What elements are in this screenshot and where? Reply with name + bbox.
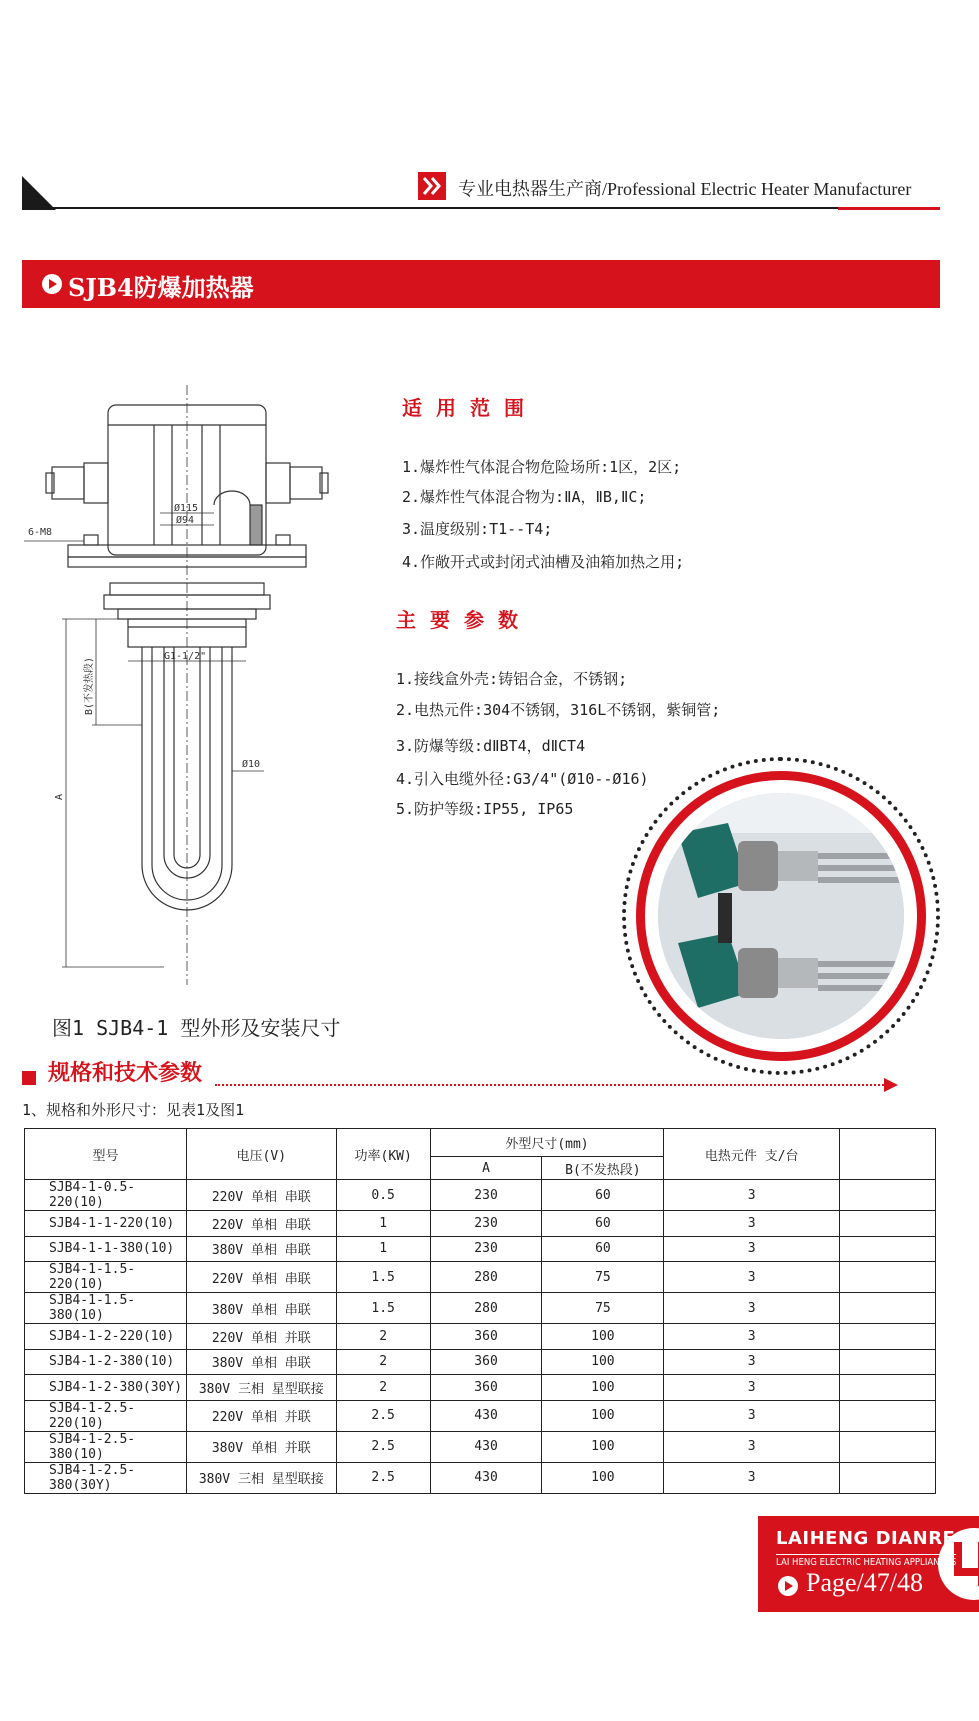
cell-a: 280 bbox=[430, 1262, 542, 1293]
cell-model: SJB4-1-2-220(10) bbox=[25, 1324, 187, 1350]
label-d94: Ø94 bbox=[176, 515, 195, 526]
cell-power: 0.5 bbox=[336, 1180, 430, 1211]
table-row bbox=[25, 1236, 936, 1262]
cell-a: 430 bbox=[430, 1400, 542, 1431]
cell-model: SJB4-1-1.5-380(10) bbox=[25, 1293, 187, 1324]
table-row bbox=[25, 1349, 936, 1375]
cell-power: 2 bbox=[336, 1375, 430, 1401]
header-b: B(不发热段) bbox=[542, 1157, 664, 1180]
cell-model: SJB4-1-1-380(10) bbox=[25, 1236, 187, 1262]
scope-heading: 适用范围 bbox=[402, 396, 538, 420]
cell-model: SJB4-1-2-380(30Y) bbox=[25, 1375, 187, 1401]
cell-b: 60 bbox=[542, 1211, 664, 1237]
cell-b: 100 bbox=[542, 1462, 664, 1493]
table-row bbox=[25, 1462, 936, 1493]
table-row bbox=[25, 1375, 936, 1401]
params-item: 5.防护等级:IP55, IP65 bbox=[396, 800, 574, 818]
header-blank bbox=[840, 1129, 936, 1180]
cell-blank bbox=[840, 1324, 936, 1350]
header-power: 功率(KW) bbox=[336, 1129, 430, 1180]
cell-elements: 3 bbox=[664, 1349, 840, 1375]
label-m8: 6-M8 bbox=[28, 527, 53, 538]
label-d115: Ø115 bbox=[174, 503, 199, 514]
cell-voltage: 220V 单相 串联 bbox=[186, 1211, 336, 1237]
header-model: 型号 bbox=[25, 1129, 187, 1180]
spec-bullet-square bbox=[22, 1071, 36, 1085]
cell-blank bbox=[840, 1431, 936, 1462]
cell-elements: 3 bbox=[664, 1211, 840, 1237]
cell-power: 2.5 bbox=[336, 1400, 430, 1431]
params-item: 2.电热元件:304不锈钢，316L不锈钢，紫铜管; bbox=[396, 701, 721, 719]
cell-b: 100 bbox=[542, 1324, 664, 1350]
cell-voltage: 380V 单相 串联 bbox=[186, 1349, 336, 1375]
cell-power: 2.5 bbox=[336, 1431, 430, 1462]
params-heading: 主要参数 bbox=[396, 608, 532, 632]
params-item: 1.接线盒外壳:铸铝合金，不锈钢; bbox=[396, 670, 628, 688]
cell-b: 100 bbox=[542, 1375, 664, 1401]
cell-blank bbox=[840, 1236, 936, 1262]
cell-voltage: 220V 单相 串联 bbox=[186, 1180, 336, 1211]
cell-a: 360 bbox=[430, 1375, 542, 1401]
cell-voltage: 380V 单相 串联 bbox=[186, 1293, 336, 1324]
table-row bbox=[25, 1324, 936, 1350]
cell-elements: 3 bbox=[664, 1180, 840, 1211]
scope-item: 3.温度级别:T1--T4; bbox=[402, 520, 553, 538]
spec-subtitle: 1、规格和外形尺寸：见表1及图1 bbox=[22, 1101, 245, 1119]
cell-power: 1.5 bbox=[336, 1262, 430, 1293]
params-item: 3.防爆等级:dⅡBT4，dⅡCT4 bbox=[396, 737, 586, 755]
cell-elements: 3 bbox=[664, 1462, 840, 1493]
cell-b: 60 bbox=[542, 1236, 664, 1262]
cell-elements: 3 bbox=[664, 1400, 840, 1431]
cell-elements: 3 bbox=[664, 1324, 840, 1350]
table-row bbox=[25, 1262, 936, 1293]
spec-dotted-rule bbox=[215, 1084, 887, 1086]
cell-b: 100 bbox=[542, 1431, 664, 1462]
table-row bbox=[25, 1293, 936, 1324]
header-tagline: 专业电热器生产商/Professional Electric Heater Manufacturer bbox=[458, 179, 912, 199]
cell-model: SJB4-1-0.5-220(10) bbox=[25, 1180, 187, 1211]
cell-a: 230 bbox=[430, 1211, 542, 1237]
heater-technical-drawing bbox=[24, 385, 344, 985]
cell-b: 100 bbox=[542, 1349, 664, 1375]
cell-model: SJB4-1-1.5-220(10) bbox=[25, 1262, 187, 1293]
cell-a: 280 bbox=[430, 1293, 542, 1324]
cell-power: 2.5 bbox=[336, 1462, 430, 1493]
cell-b: 100 bbox=[542, 1400, 664, 1431]
footer-brand-sub: LAI HENG ELECTRIC HEATING APPLIANCES bbox=[776, 1554, 956, 1568]
params-item: 4.引入电缆外径:G3/4"(Ø10--Ø16) bbox=[396, 770, 649, 788]
play-circle-icon bbox=[42, 274, 62, 294]
cell-voltage: 380V 单相 并联 bbox=[186, 1431, 336, 1462]
cell-voltage: 380V 三相 星型联接 bbox=[186, 1375, 336, 1401]
label-a: A bbox=[54, 793, 65, 800]
cell-model: SJB4-1-2.5-380(10) bbox=[25, 1431, 187, 1462]
cell-a: 430 bbox=[430, 1431, 542, 1462]
header-dims: 外型尺寸(mm) bbox=[430, 1129, 664, 1157]
footer-brand: LAIHENG DIANRE bbox=[776, 1528, 956, 1549]
cell-a: 230 bbox=[430, 1236, 542, 1262]
cell-power: 1 bbox=[336, 1236, 430, 1262]
cell-elements: 3 bbox=[664, 1236, 840, 1262]
cell-voltage: 220V 单相 串联 bbox=[186, 1262, 336, 1293]
spec-table bbox=[24, 1128, 936, 1494]
cell-blank bbox=[840, 1293, 936, 1324]
cell-voltage: 220V 单相 并联 bbox=[186, 1400, 336, 1431]
double-chevron-icon bbox=[418, 172, 446, 200]
table-row bbox=[25, 1180, 936, 1211]
arrow-right-icon bbox=[884, 1078, 898, 1092]
figure-caption: 图1 SJB4-1 型外形及安装尺寸 bbox=[52, 1016, 341, 1040]
label-b: B(不发热段) bbox=[84, 656, 95, 715]
cell-model: SJB4-1-2.5-220(10) bbox=[25, 1400, 187, 1431]
scope-item: 1.爆炸性气体混合物危险场所:1区，2区; bbox=[402, 458, 682, 476]
cell-voltage: 380V 三相 星型联接 bbox=[186, 1462, 336, 1493]
spec-title: 规格和技术参数 bbox=[48, 1060, 203, 1086]
header-elements: 电热元件 支/台 bbox=[664, 1129, 840, 1180]
cell-elements: 3 bbox=[664, 1262, 840, 1293]
cell-blank bbox=[840, 1262, 936, 1293]
cell-elements: 3 bbox=[664, 1431, 840, 1462]
cell-power: 2 bbox=[336, 1349, 430, 1375]
cell-blank bbox=[840, 1349, 936, 1375]
cell-voltage: 380V 单相 串联 bbox=[186, 1236, 336, 1262]
cell-b: 60 bbox=[542, 1180, 664, 1211]
cell-model: SJB4-1-2.5-380(30Y) bbox=[25, 1462, 187, 1493]
cell-elements: 3 bbox=[664, 1375, 840, 1401]
page-number: Page/47/48 bbox=[806, 1568, 923, 1597]
table-row bbox=[25, 1400, 936, 1431]
cell-blank bbox=[840, 1180, 936, 1211]
cell-b: 75 bbox=[542, 1293, 664, 1324]
page-title: SJB4防爆加热器 bbox=[68, 273, 254, 302]
label-d10: Ø10 bbox=[242, 759, 261, 770]
cell-a: 360 bbox=[430, 1349, 542, 1375]
header-corner-triangle bbox=[22, 176, 56, 210]
cell-model: SJB4-1-1-220(10) bbox=[25, 1211, 187, 1237]
table-row bbox=[25, 1211, 936, 1237]
cell-blank bbox=[840, 1211, 936, 1237]
play-circle-icon bbox=[778, 1576, 798, 1596]
header-rule-accent bbox=[838, 207, 940, 210]
cell-blank bbox=[840, 1462, 936, 1493]
scope-item: 4.作敞开式或封闭式油槽及油箱加热之用; bbox=[402, 553, 685, 571]
product-photo bbox=[658, 793, 904, 1039]
cell-power: 2 bbox=[336, 1324, 430, 1350]
cell-power: 1 bbox=[336, 1211, 430, 1237]
cell-model: SJB4-1-2-380(10) bbox=[25, 1349, 187, 1375]
cell-a: 430 bbox=[430, 1462, 542, 1493]
cell-voltage: 220V 单相 并联 bbox=[186, 1324, 336, 1350]
cell-b: 75 bbox=[542, 1262, 664, 1293]
cell-blank bbox=[840, 1400, 936, 1431]
scope-item: 2.爆炸性气体混合物为:ⅡA，ⅡB,ⅡC; bbox=[402, 488, 647, 506]
header-rule bbox=[40, 207, 940, 209]
cell-power: 1.5 bbox=[336, 1293, 430, 1324]
table-row bbox=[25, 1431, 936, 1462]
cell-a: 360 bbox=[430, 1324, 542, 1350]
cell-a: 230 bbox=[430, 1180, 542, 1211]
cell-blank bbox=[840, 1375, 936, 1401]
label-g: G1-1/2" bbox=[164, 651, 207, 662]
cell-elements: 3 bbox=[664, 1293, 840, 1324]
header-voltage: 电压(V) bbox=[186, 1129, 336, 1180]
header-a: A bbox=[430, 1157, 542, 1180]
